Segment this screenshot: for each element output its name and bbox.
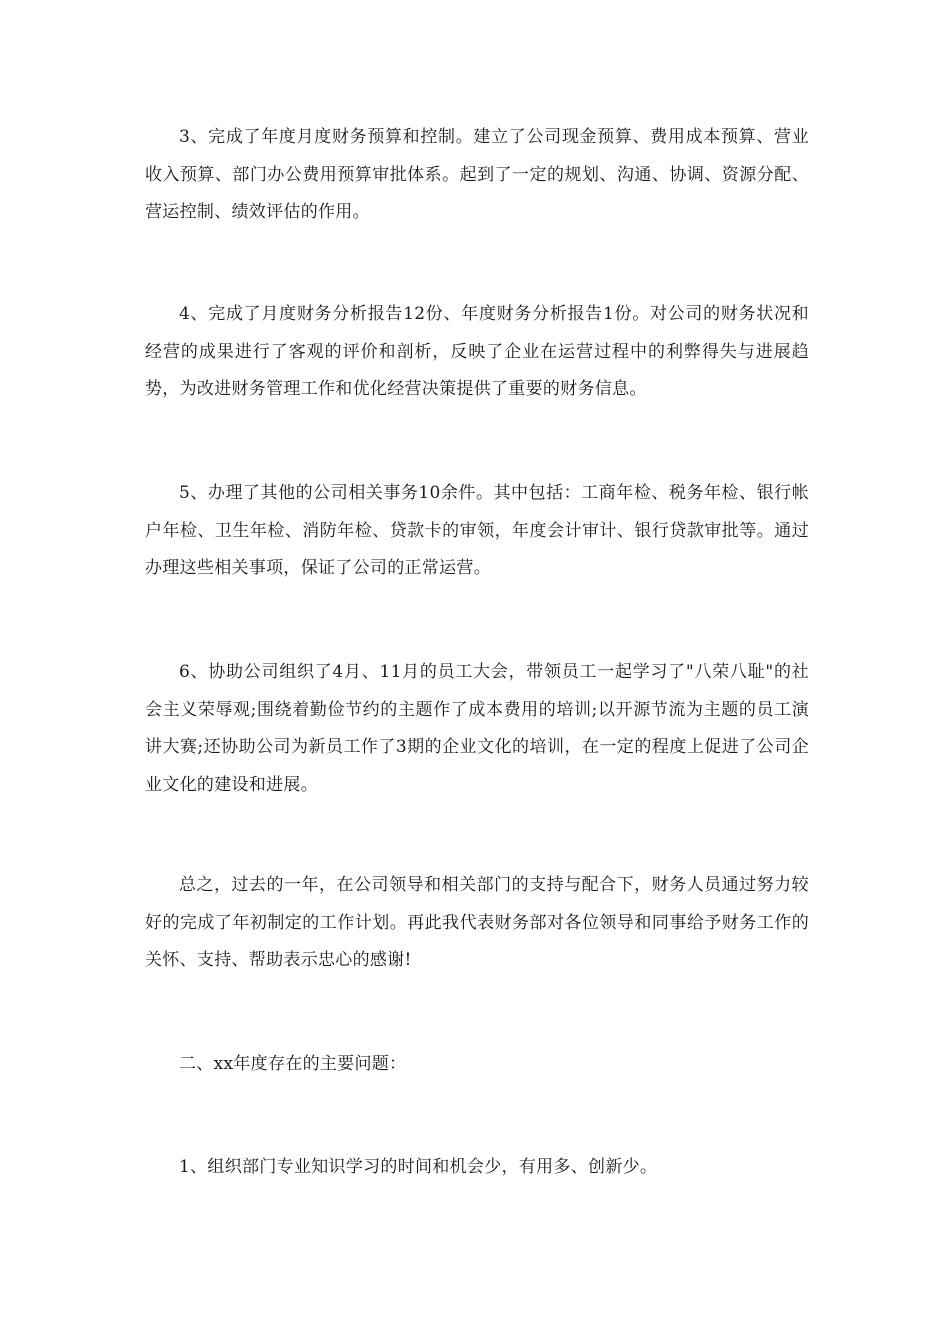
paragraph-item-3: 3、完成了年度月度财务预算和控制。建立了公司现金预算、费用成本预算、营业收入预算、部门办公费用预算审批体系。起到了一定的规划、沟通、协调、资源分配、营运控制、绩效评估的作用。: [145, 127, 809, 222]
paragraph-summary: 总之，过去的一年，在公司领导和相关部门的支持与配合下，财务人员通过努力较好的完成了年初制定的工作计划。再此我代表财务部对各位领导和同事给予财务工作的关怀、支持、帮助表示忠心的感谢!: [145, 875, 809, 970]
paragraph-item-6: 6、协助公司组织了4月、11月的员工大会，带领员工一起学习了"八荣八耻"的社会主义荣辱观;围绕着勤俭节约的主题作了成本费用的培训;以开源节流为主题的员工演讲大赛;还协助公司为新员工作了3期的企业文化的培训，在一定的程度上促进了公司企业文化的建设和进展。: [145, 662, 809, 795]
paragraph-problem-1: 1、组织部门专业知识学习的时间和机会少，有用多、创新少。: [179, 1157, 658, 1177]
section-heading-problems: 二、xx年度存在的主要问题：: [179, 1054, 407, 1074]
paragraph-item-4: 4、完成了月度财务分析报告12份、年度财务分析报告1份。对公司的财务状况和经营的成果进行了客观的评价和剖析，反映了企业在运营过程中的利弊得失与进展趋势，为改进财务管理工作和优化经营决策提供了重要的财务信息。: [145, 304, 809, 399]
paragraph-item-5: 5、办理了其他的公司相关事务10余件。其中包括：工商年检、税务年检、银行帐户年检、卫生年检、消防年检、贷款卡的审领，年度会计审计、银行贷款审批等。通过办理这些相关事项，保证了公司的正常运营。: [145, 483, 809, 578]
